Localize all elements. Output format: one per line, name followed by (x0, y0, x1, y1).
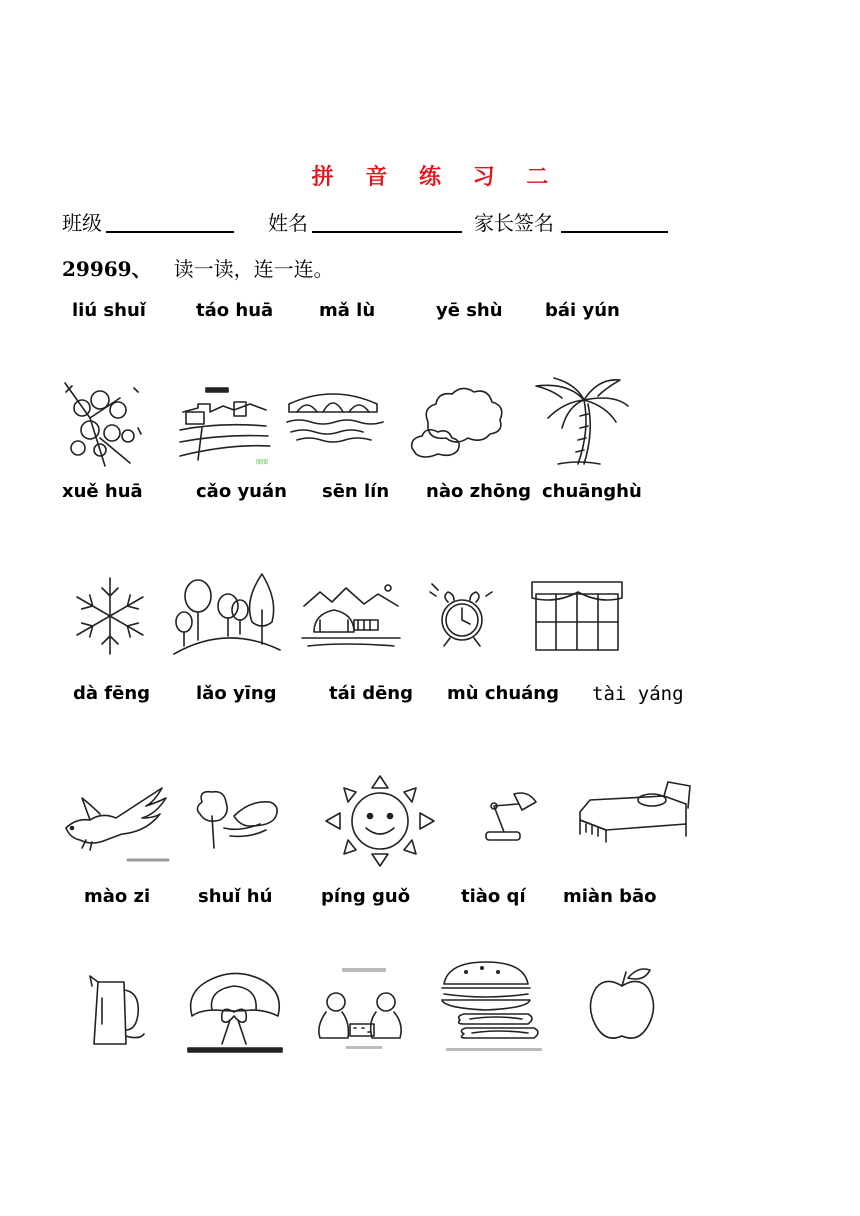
clouds-icon (408, 382, 508, 464)
pinyin-word: tái dēng (329, 683, 413, 704)
apple-icon (586, 964, 660, 1046)
sun-icon (322, 774, 438, 868)
parent-signature-blank[interactable] (561, 231, 668, 233)
class-blank[interactable] (106, 231, 234, 233)
name-label: 姓名 (268, 211, 308, 235)
road-icon (178, 382, 270, 468)
wind-tree-icon (190, 786, 286, 856)
kettle-icon (84, 974, 150, 1050)
pinyin-word: sēn lín (322, 481, 390, 502)
pinyin-word: miàn bāo (563, 886, 657, 907)
pinyin-word: yē shù (436, 300, 503, 321)
eagle-icon (62, 784, 170, 864)
snowflake-icon (68, 574, 152, 658)
bread-icon (436, 960, 546, 1054)
hat-icon (186, 964, 284, 1054)
question-number: 29969、 (62, 257, 152, 281)
alarm-clock-icon (426, 578, 510, 662)
pinyin-word: xuě huā (62, 481, 143, 502)
parent-signature-label: 家长签名 (474, 211, 554, 235)
pinyin-word: táo huā (196, 300, 274, 321)
pinyin-word: píng guǒ (321, 886, 411, 907)
pinyin-word: nào zhōng (426, 481, 531, 502)
pinyin-word: mǎ lù (319, 300, 376, 321)
bed-icon (576, 780, 692, 848)
desk-lamp-icon (474, 788, 544, 848)
question-heading (62, 253, 334, 282)
svg-text:图图: 图图 (256, 459, 269, 466)
pinyin-word: mù chuáng (447, 683, 559, 704)
pinyin-word: chuānghù (542, 481, 642, 502)
pinyin-word: shuǐ hú (198, 886, 273, 907)
class-label: 班级 (62, 211, 102, 235)
chess-players-icon (306, 966, 424, 1054)
pinyin-word: tiào qí (461, 886, 526, 907)
page-title: 拼 音 练 习 二 (311, 164, 561, 190)
pinyin-word: lǎo yīng (196, 683, 277, 704)
grassland-yurt-icon (302, 580, 402, 654)
cherry-blossom-icon (60, 378, 142, 468)
coconut-tree-icon (528, 376, 630, 468)
forest-icon (168, 570, 284, 662)
window-icon (530, 578, 624, 652)
pinyin-word: bái yún (545, 300, 620, 321)
pinyin-word: liú shuǐ (72, 300, 146, 321)
pinyin-word: mào zi (84, 886, 151, 907)
pinyin-word: dà fēng (73, 683, 151, 704)
pinyin-word: tài yáng (592, 683, 684, 705)
bridge-icon (287, 382, 379, 446)
pinyin-word: cǎo yuán (196, 481, 287, 502)
question-text: 读一读，连一连。 (173, 257, 334, 281)
name-blank[interactable] (312, 231, 462, 233)
